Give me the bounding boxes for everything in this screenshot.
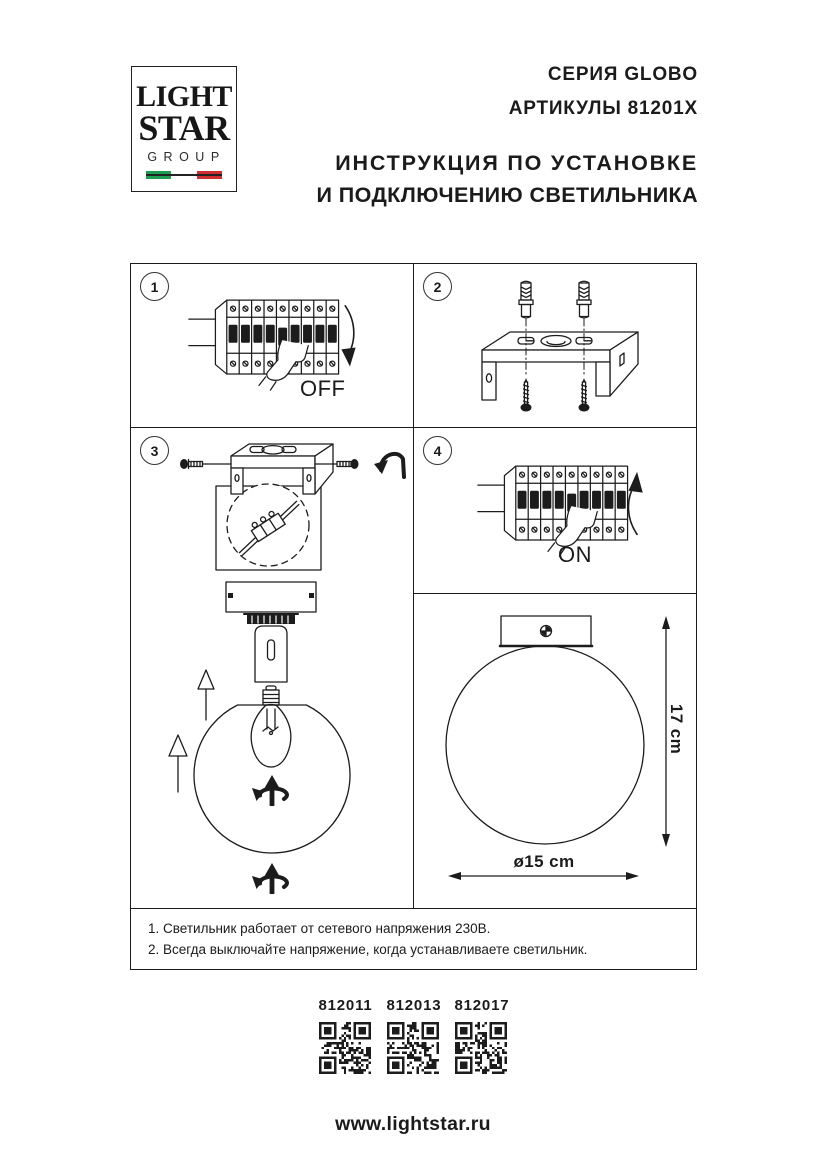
article-code-label: 812017 [454,997,510,1014]
instruction-title-line2: И ПОДКЛЮЧЕНИЮ СВЕТИЛЬНИКА [316,183,698,207]
qr-code [387,1022,439,1074]
instruction-grid [130,263,697,970]
flag-green [146,171,171,179]
logo-word-group: GROUP [147,149,226,164]
screw-in-arrow-icon [252,775,287,806]
wall-plug-icon [577,281,591,318]
bulb-icon [251,686,291,767]
step-3-badge: 3 [140,436,169,465]
screw-icon [180,459,231,469]
qr-code [455,1022,507,1074]
logo-word-star: STAR [138,107,230,148]
article-code-label: 812011 [318,997,373,1014]
article-code-item [455,997,508,1079]
series-title: СЕРИЯ GLOBO [547,64,698,85]
note-line-2: 2. Всегда выключайте напряжение, когда устанавливаете светильник. [148,941,588,957]
diameter-dimension-label: ø15 cm [513,852,575,871]
note-line-1: 1. Светильник работает от сетевого напряжения 230В. [148,921,491,936]
dimensions-panel [414,594,696,908]
article-codes-row [0,997,826,1079]
arrow-down-icon [345,306,354,355]
article-code-item [319,997,372,1079]
instruction-title-line1: ИНСТРУКЦИЯ ПО УСТАНОВКЕ [335,151,698,175]
screw-head-icon [541,626,552,637]
flag-red [197,171,222,179]
flag-white [171,171,196,179]
articles-title: АРТИКУЛЫ 81201X [508,98,698,119]
step-3-panel [131,428,414,908]
qr-code [319,1022,371,1074]
screw-in-arrow-icon [252,863,287,894]
article-code-label: 812013 [386,997,442,1014]
article-code-item [387,997,440,1079]
off-label: OFF [300,376,346,401]
diameter-dimension-arrow [448,872,639,880]
screw-icon [579,378,590,412]
rotate-arrow-icon [374,454,404,477]
assembly-illustration [131,428,414,908]
lightstar-logo [131,66,237,192]
step-1-badge: 1 [140,272,169,301]
up-arrow-icon [198,670,214,720]
notes-box [131,908,696,969]
screw-icon [521,378,532,412]
step-2-panel [414,264,696,428]
website-url: www.lightstar.ru [335,1113,491,1135]
up-arrow-icon [169,735,187,792]
height-dimension-label: 17 cm [667,703,686,755]
arrow-up-icon [628,485,637,534]
mounting-bracket-illustration [414,264,696,428]
step-2-badge: 2 [423,272,452,301]
step-1-panel [131,264,414,428]
italian-flag-icon [146,171,222,179]
globe-outline [446,646,644,844]
step-4-panel [414,428,696,594]
step-4-badge: 4 [423,436,452,465]
wall-plug-icon [519,281,533,318]
on-label: ON [558,542,592,567]
logo-word-light: LIGHT [136,80,232,113]
header [258,64,698,208]
